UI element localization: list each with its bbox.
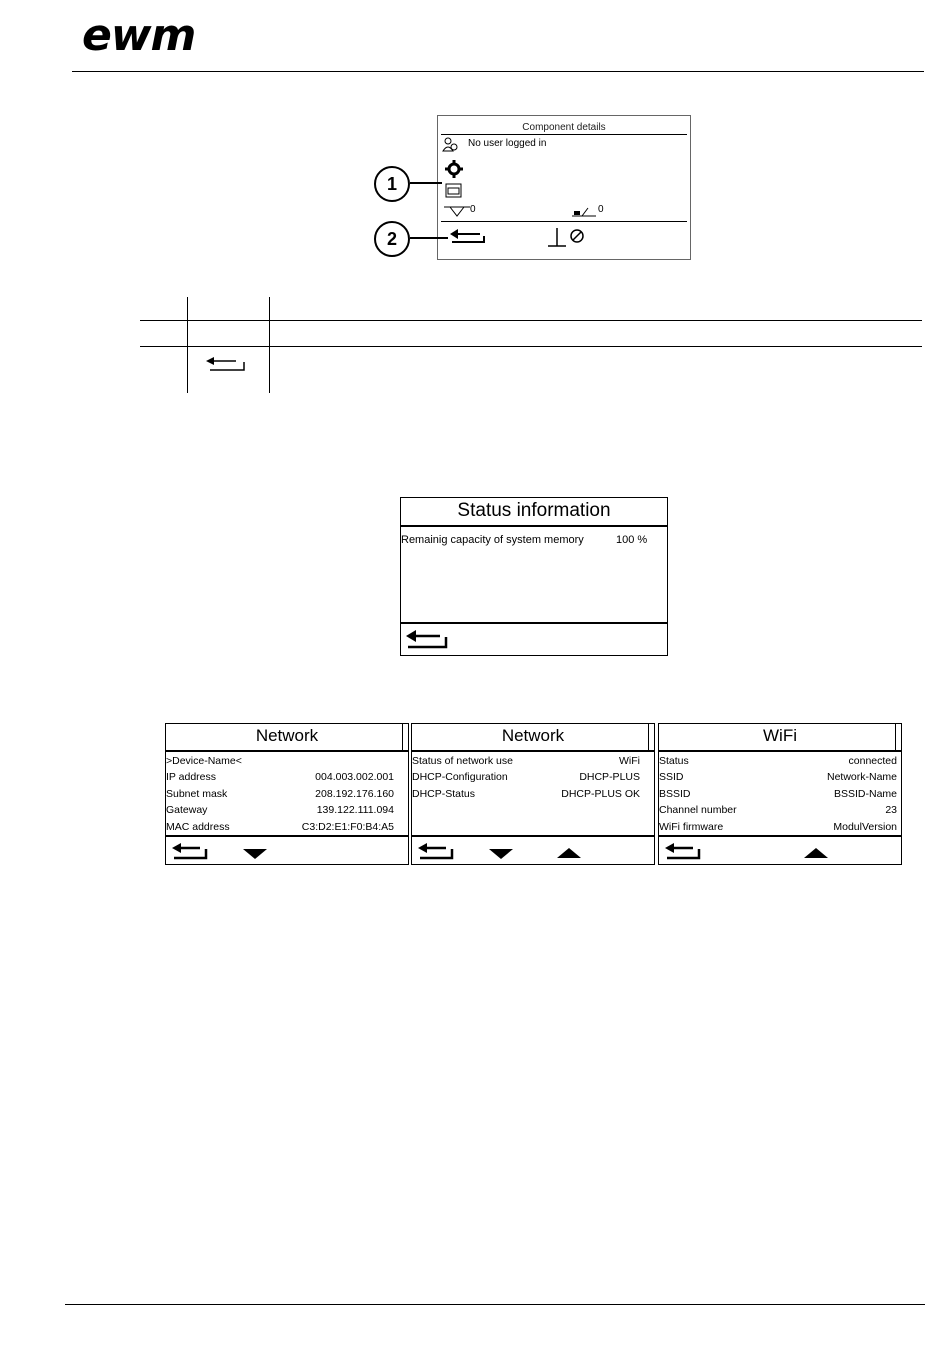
table-col-divider-2 xyxy=(269,297,270,393)
counter-right: 0 xyxy=(598,204,604,215)
callout-1: 1 xyxy=(374,166,410,202)
callout-2: 2 xyxy=(374,221,410,257)
scrollbar[interactable] xyxy=(895,724,902,750)
row-label: DHCP-Status xyxy=(412,788,476,800)
scroll-up-icon[interactable] xyxy=(556,847,582,859)
row-value: 004.003.002.001 xyxy=(315,771,394,783)
list-item xyxy=(166,821,406,833)
network-screen-2 xyxy=(411,723,655,865)
scrollbar[interactable] xyxy=(648,724,655,750)
component-details-screen xyxy=(437,115,691,260)
row-label: SSID xyxy=(659,771,684,783)
screen-title: Status information xyxy=(457,500,611,521)
row-label: IP address xyxy=(166,771,217,783)
status-information-screen xyxy=(400,497,668,656)
title-separator xyxy=(441,134,687,135)
row-value: DHCP-PLUS xyxy=(579,771,640,783)
title-separator xyxy=(412,750,654,752)
row-label: Gateway xyxy=(166,804,208,816)
row-label: Subnet mask xyxy=(166,788,228,800)
row-label: >Device-Name< xyxy=(166,755,242,767)
back-arrow-icon[interactable] xyxy=(416,842,456,862)
memory-value: 100 % xyxy=(616,534,648,546)
footer-separator xyxy=(441,221,687,222)
list-item xyxy=(659,788,899,800)
list-item xyxy=(166,788,406,800)
callout-2-leader xyxy=(410,237,448,239)
list-item xyxy=(659,821,899,833)
row-label: WiFi firmware xyxy=(659,821,724,833)
callout-1-leader xyxy=(410,182,442,184)
wifi-screen xyxy=(658,723,902,865)
counter-left: 0 xyxy=(470,204,476,215)
list-item xyxy=(166,771,406,783)
list-item xyxy=(166,755,406,767)
user-icon xyxy=(442,137,458,153)
table-row-divider-1 xyxy=(140,320,922,321)
title-separator xyxy=(401,525,667,527)
footer-separator xyxy=(412,835,654,837)
list-item xyxy=(412,771,652,783)
memory-label: Remainig capacity of system memory xyxy=(401,534,584,546)
row-value: connected xyxy=(848,755,897,767)
list-item xyxy=(659,771,899,783)
scroll-down-icon[interactable] xyxy=(242,848,268,860)
footer-separator xyxy=(401,622,667,624)
scroll-up-icon[interactable] xyxy=(803,847,829,859)
row-value: Network-Name xyxy=(826,771,897,783)
footer-separator xyxy=(166,835,408,837)
back-arrow-icon xyxy=(204,356,246,376)
row-label: Status xyxy=(659,755,689,767)
list-item xyxy=(659,755,899,767)
row-value: 139.122.111.094 xyxy=(316,804,394,816)
user-status: No user logged in xyxy=(468,138,547,149)
row-label: Channel number xyxy=(659,804,737,816)
row-value: 208.192.176.160 xyxy=(315,788,394,800)
list-item xyxy=(412,755,652,767)
network-screen-1 xyxy=(165,723,409,865)
list-item xyxy=(166,804,406,816)
back-arrow-icon[interactable] xyxy=(663,842,703,862)
screen-title: WiFi xyxy=(763,726,797,745)
row-value: 23 xyxy=(885,804,897,816)
back-arrow-icon[interactable] xyxy=(404,629,450,651)
row-label: Status of network use xyxy=(412,755,513,767)
gear-icon xyxy=(445,160,463,178)
title-separator xyxy=(166,750,408,752)
scrollbar[interactable] xyxy=(402,724,409,750)
title-separator xyxy=(659,750,901,752)
list-item xyxy=(659,804,899,816)
torch-counter-icon xyxy=(570,206,598,218)
table-col-divider-1 xyxy=(187,297,188,393)
wire-feeder-icon xyxy=(442,204,472,218)
footer-separator xyxy=(659,835,901,837)
scroll-down-icon[interactable] xyxy=(488,848,514,860)
back-arrow-icon[interactable] xyxy=(448,228,488,248)
back-arrow-icon[interactable] xyxy=(170,842,210,862)
row-value: ModulVersion xyxy=(833,821,897,833)
row-label: MAC address xyxy=(166,821,230,833)
ewm-logo: ewm xyxy=(82,10,196,61)
wps-icon xyxy=(445,182,463,199)
screen-title: Network xyxy=(501,726,565,745)
row-value: WiFi xyxy=(619,755,640,767)
row-label: DHCP-Configuration xyxy=(412,771,508,783)
footer-rule xyxy=(65,1304,925,1305)
row-value: BSSID-Name xyxy=(833,788,897,800)
header-rule xyxy=(72,71,924,72)
row-label: BSSID xyxy=(659,788,691,800)
screen-title: Component details xyxy=(522,122,606,133)
table-row-divider-2 xyxy=(140,346,922,347)
row-value: DHCP-PLUS OK xyxy=(561,788,640,800)
screen-title: Network xyxy=(255,726,319,745)
row-value: C3:D2:E1:F0:B4:A5 xyxy=(301,821,394,833)
torch-disabled-icon xyxy=(546,224,586,248)
list-item xyxy=(412,788,652,800)
